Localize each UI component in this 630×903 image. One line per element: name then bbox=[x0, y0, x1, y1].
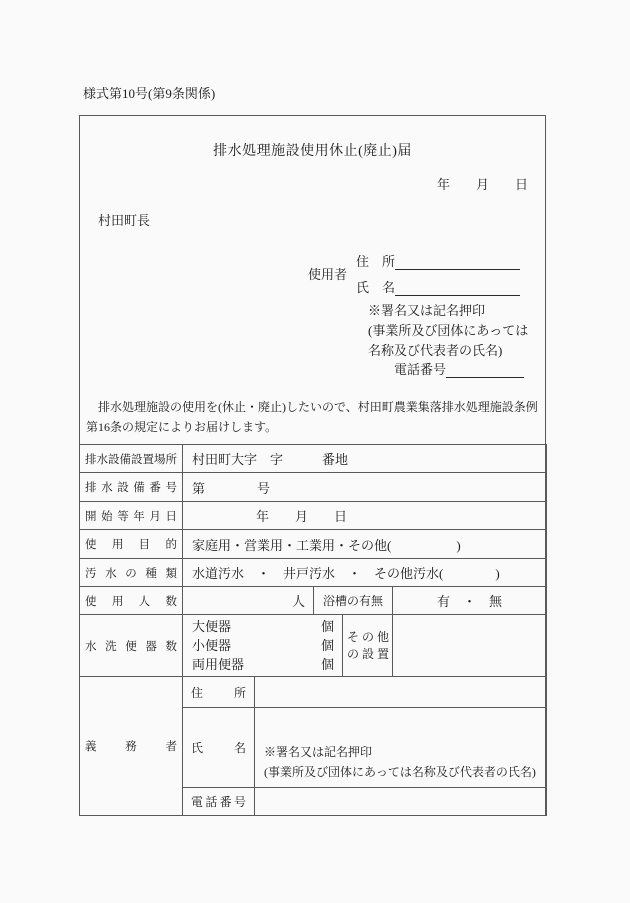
table-row-obligor-address bbox=[80, 677, 547, 708]
start-date-label: 開始等年月日 bbox=[80, 502, 183, 530]
other-setup-label-line1: その他 bbox=[347, 629, 393, 644]
toilets-label: 水洗便器数 bbox=[80, 615, 183, 677]
form-header-section bbox=[80, 116, 545, 444]
applicant-phone-blank bbox=[446, 364, 524, 378]
purpose-value: 家庭用・営業用・工業用・その他( ) bbox=[183, 530, 547, 559]
applicant-notes bbox=[368, 301, 528, 361]
applicant-phone-label: 電話番号 bbox=[394, 362, 447, 377]
users-label: 使用人数 bbox=[80, 587, 183, 615]
applicant-phone-row bbox=[394, 359, 524, 378]
applicant-name-blank bbox=[395, 282, 520, 296]
toilet-name: 小便器 bbox=[192, 638, 232, 653]
toilet-unit: 個 bbox=[320, 619, 334, 634]
obligor-label: 義務者 bbox=[80, 677, 183, 816]
table-row-purpose bbox=[80, 530, 547, 559]
toilet-item bbox=[192, 655, 334, 674]
users-unit: 人 bbox=[291, 594, 305, 609]
applicant-label: 使用者 bbox=[308, 267, 348, 282]
toilets-list-cell bbox=[183, 615, 343, 677]
applicant-address-blank bbox=[395, 256, 520, 270]
applicant-name-label: 氏 名 bbox=[356, 280, 396, 295]
location-value: 村田町大字 字 番地 bbox=[183, 445, 547, 473]
other-setup-value bbox=[393, 615, 547, 677]
date-line: 年 月 日 bbox=[436, 177, 528, 192]
obligor-name-label: 氏名 bbox=[183, 708, 255, 788]
table-row-number bbox=[80, 473, 547, 502]
other-setup-label-line2: の設置 bbox=[347, 646, 393, 661]
toilet-item bbox=[192, 636, 334, 655]
applicant-note-line1: ※署名又は記名押印 bbox=[368, 303, 486, 318]
obligor-phone-value bbox=[255, 788, 547, 816]
toilet-name: 両用便器 bbox=[192, 657, 245, 672]
obligor-phone-label: 電話番号 bbox=[183, 788, 255, 816]
table-row-users bbox=[80, 587, 547, 615]
obligor-address-value bbox=[255, 677, 547, 708]
table-row-start-date bbox=[80, 502, 547, 530]
other-setup-label-cell bbox=[343, 615, 393, 677]
number-value: 第 号 bbox=[183, 473, 547, 502]
applicant-note-line2: (事業所及び団体にあっては bbox=[368, 323, 529, 338]
obligor-name-note1: ※署名又は記名押印 bbox=[264, 745, 373, 759]
table-row-location bbox=[80, 445, 547, 473]
table-row-toilets bbox=[80, 615, 547, 677]
applicant-name-row bbox=[356, 277, 520, 296]
form-number: 様式第10号(第9条関係) bbox=[83, 86, 216, 101]
obligor-address-label: 住所 bbox=[183, 677, 255, 708]
number-label: 排水設備番号 bbox=[80, 473, 183, 502]
body-paragraph bbox=[86, 397, 543, 437]
toilet-unit: 個 bbox=[320, 657, 334, 672]
applicant-address-row bbox=[356, 251, 520, 270]
form-table bbox=[79, 444, 547, 816]
toilet-unit: 個 bbox=[320, 638, 334, 653]
bath-label: 浴槽の有無 bbox=[314, 587, 393, 615]
body-paragraph-line2: 第16条の規定によりお届けします。 bbox=[86, 420, 278, 434]
obligor-name-note2: (事業所及び団体にあっては名称及び代表者の氏名) bbox=[264, 765, 536, 779]
users-count-cell bbox=[183, 587, 314, 615]
obligor-name-cell bbox=[255, 708, 547, 788]
sewage-type-value: 水道汚水 ・ 井戸汚水 ・ その他汚水( ) bbox=[183, 559, 547, 587]
toilet-name: 大便器 bbox=[192, 619, 232, 634]
location-label: 排水設備設置場所 bbox=[80, 445, 183, 473]
form-box bbox=[79, 115, 546, 816]
purpose-label: 使用目的 bbox=[80, 530, 183, 559]
document-title: 排水処理施設使用休止(廃止)届 bbox=[213, 144, 412, 159]
addressee: 村田町長 bbox=[98, 213, 151, 228]
applicant-note-line3: 名称及び代表者の氏名) bbox=[368, 343, 503, 358]
toilet-item bbox=[192, 617, 334, 636]
body-paragraph-line1: 排水処理施設の使用を(休止・廃止)したいので、村田町農業集落排水処理施設条例 bbox=[86, 400, 538, 414]
table-row-sewage-type bbox=[80, 559, 547, 587]
applicant-address-label: 住 所 bbox=[356, 254, 396, 269]
bath-value: 有 ・ 無 bbox=[393, 587, 547, 615]
sewage-type-label: 汚水の種類 bbox=[80, 559, 183, 587]
start-date-value: 年 月 日 bbox=[183, 502, 547, 530]
